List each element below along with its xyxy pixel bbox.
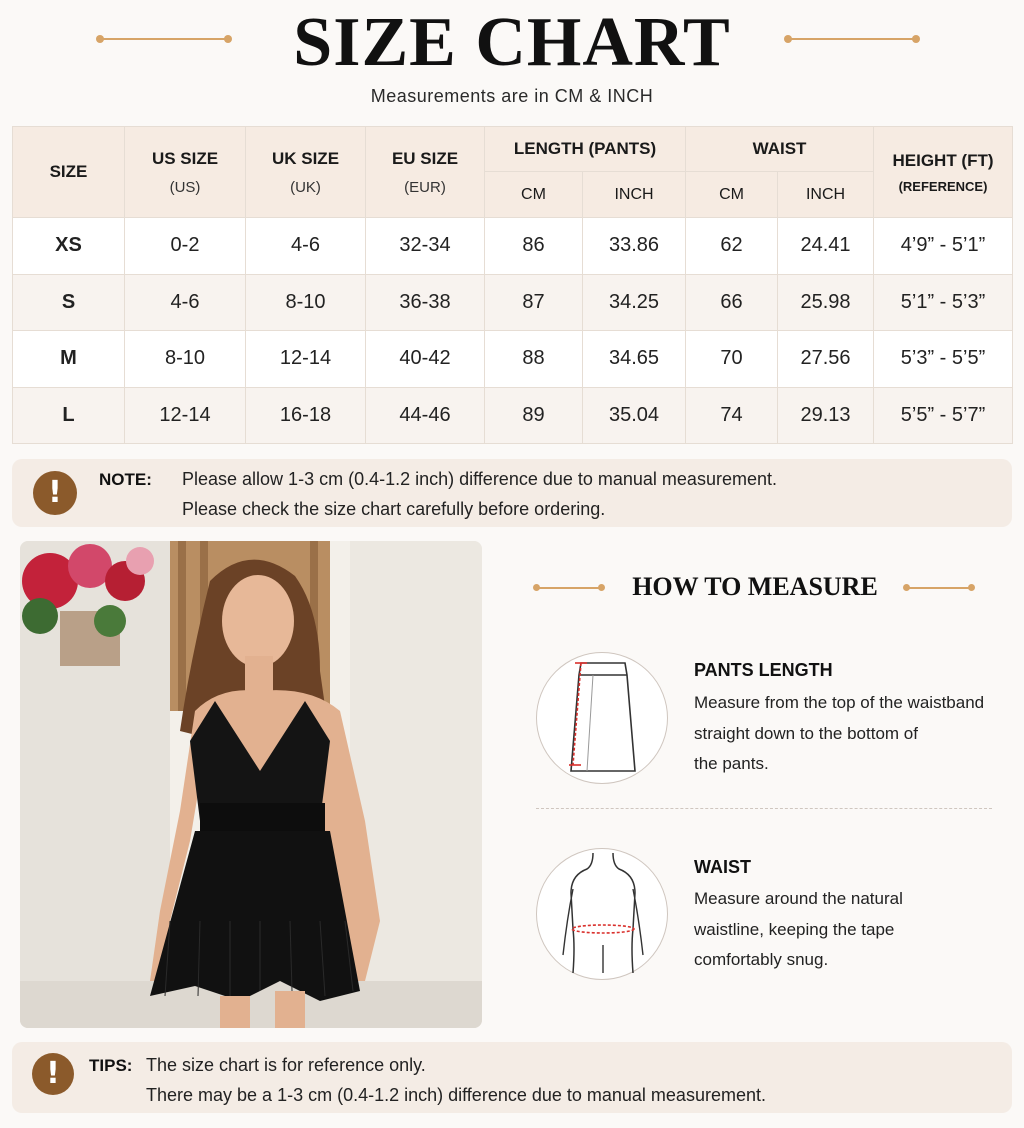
table-row bbox=[13, 331, 1013, 388]
cell-length-cm: 88 bbox=[485, 331, 583, 388]
cell-length-inch: 34.65 bbox=[583, 331, 686, 388]
size-table bbox=[12, 126, 1013, 444]
pants-desc-line-1: Measure from the top of the waistband bbox=[694, 693, 985, 712]
cell-length-inch: 35.04 bbox=[583, 387, 686, 444]
cell-eu: 32-34 bbox=[366, 218, 485, 275]
cell-eu: 44-46 bbox=[366, 387, 485, 444]
table-row bbox=[13, 387, 1013, 444]
header-us-size: US SIZE (US) bbox=[125, 127, 246, 218]
note-text bbox=[182, 464, 777, 524]
waist-desc-line-3: comfortably snug. bbox=[694, 950, 829, 969]
cell-height: 5’1” - 5’3” bbox=[874, 274, 1013, 331]
header-length: LENGTH (PANTS) bbox=[485, 127, 686, 172]
cell-us: 8-10 bbox=[125, 331, 246, 388]
tips-label: TIPS: bbox=[89, 1056, 133, 1075]
cell-uk: 16-18 bbox=[246, 387, 366, 444]
note-label: NOTE: bbox=[99, 470, 152, 489]
cell-length-inch: 34.25 bbox=[583, 274, 686, 331]
page-subtitle: Measurements are in CM & INCH bbox=[370, 86, 654, 106]
waist-description bbox=[694, 884, 1004, 976]
cell-us: 0-2 bbox=[125, 218, 246, 275]
cell-waist-cm: 70 bbox=[686, 331, 778, 388]
cell-length-inch: 33.86 bbox=[583, 218, 686, 275]
tips-line-2: There may be a 1-3 cm (0.4-1.2 inch) difference due to manual measurement. bbox=[146, 1085, 766, 1105]
cell-waist-inch: 29.13 bbox=[778, 387, 874, 444]
cell-size: M bbox=[13, 331, 125, 388]
cell-size: L bbox=[13, 387, 125, 444]
product-photo bbox=[20, 541, 482, 1028]
table-row bbox=[13, 218, 1013, 275]
cell-waist-inch: 27.56 bbox=[778, 331, 874, 388]
header-length-cm: CM bbox=[485, 172, 583, 218]
header-waist-cm: CM bbox=[686, 172, 778, 218]
cell-uk: 12-14 bbox=[246, 331, 366, 388]
header-size: SIZE bbox=[13, 127, 125, 218]
tips-line-1: The size chart is for reference only. bbox=[146, 1055, 426, 1075]
cell-waist-cm: 74 bbox=[686, 387, 778, 444]
waist-desc-line-2: waistline, keeping the tape bbox=[694, 919, 895, 939]
cell-length-cm: 87 bbox=[485, 274, 583, 331]
header-eu-size: EU SIZE (EUR) bbox=[366, 127, 485, 218]
how-to-measure-decor-right bbox=[906, 587, 972, 589]
exclamation-icon: ! bbox=[33, 471, 77, 515]
waist-heading: WAIST bbox=[694, 857, 751, 877]
note-line-2: Please check the size chart carefully before ordering. bbox=[182, 499, 606, 519]
cell-waist-cm: 66 bbox=[686, 274, 778, 331]
tips-bar bbox=[12, 1042, 1012, 1113]
title-decor-right bbox=[788, 38, 916, 40]
title-row bbox=[0, 4, 1024, 81]
tips-text bbox=[146, 1050, 766, 1110]
cell-us: 12-14 bbox=[125, 387, 246, 444]
cell-size: XS bbox=[13, 218, 125, 275]
cell-eu: 40-42 bbox=[366, 331, 485, 388]
cell-uk: 8-10 bbox=[246, 274, 366, 331]
note-line-1: Please allow 1-3 cm (0.4-1.2 inch) difference due to manual measurement. bbox=[182, 469, 777, 489]
cell-us: 4-6 bbox=[125, 274, 246, 331]
cell-length-cm: 89 bbox=[485, 387, 583, 444]
section-divider bbox=[536, 808, 992, 809]
pants-length-heading: PANTS LENGTH bbox=[694, 660, 833, 680]
waist-desc-line-1: Measure around the natural bbox=[694, 889, 903, 908]
cell-waist-inch: 24.41 bbox=[778, 218, 874, 275]
page-title: SIZE CHART bbox=[293, 4, 731, 81]
header-length-inch: INCH bbox=[583, 172, 686, 218]
cell-length-cm: 86 bbox=[485, 218, 583, 275]
pants-length-diagram bbox=[536, 652, 668, 784]
cell-uk: 4-6 bbox=[246, 218, 366, 275]
how-to-measure-title: HOW TO MEASURE bbox=[632, 572, 878, 601]
header-uk-size: UK SIZE (UK) bbox=[246, 127, 366, 218]
header-waist: WAIST bbox=[686, 127, 874, 172]
header-waist-inch: INCH bbox=[778, 172, 874, 218]
cell-height: 5’3” - 5’5” bbox=[874, 331, 1013, 388]
table-row bbox=[13, 274, 1013, 331]
exclamation-icon: ! bbox=[32, 1053, 74, 1095]
note-bar bbox=[12, 459, 1012, 527]
pants-length-description bbox=[694, 688, 1004, 780]
cell-size: S bbox=[13, 274, 125, 331]
cell-height: 5’5” - 5’7” bbox=[874, 387, 1013, 444]
cell-eu: 36-38 bbox=[366, 274, 485, 331]
cell-waist-cm: 62 bbox=[686, 218, 778, 275]
pants-desc-line-2: straight down to the bottom of bbox=[694, 723, 918, 743]
header-height: HEIGHT (FT) (REFERENCE) bbox=[874, 127, 1013, 218]
waist-diagram bbox=[536, 848, 668, 980]
cell-height: 4’9” - 5’1” bbox=[874, 218, 1013, 275]
cell-waist-inch: 25.98 bbox=[778, 274, 874, 331]
pants-desc-line-3: the pants. bbox=[694, 754, 769, 773]
